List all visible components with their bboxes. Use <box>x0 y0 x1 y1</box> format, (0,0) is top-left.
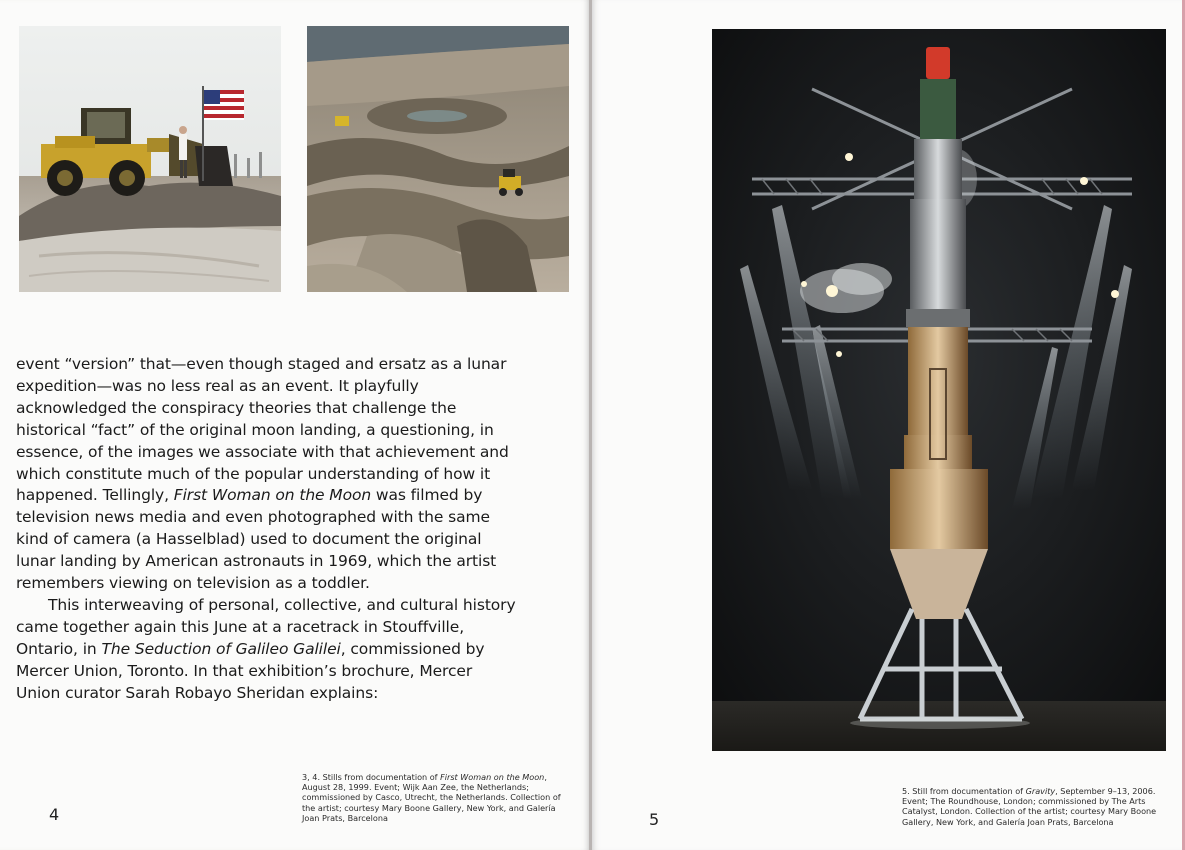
paragraph-1: event “version” that—even though staged and ersatz as a lunar expedition—was no less real as an event. It playfully acknowledged the conspiracy theories that challenge the historical “fact” of the original moon landing, a questioning, in essence, of the images we associate with that achievement and which constitute much of the popular understanding of how it happened. Tellingly, First Woman on the Moon was filmed by television news media and even photographed with the same kind of camera (a Hasselblad) used to document the original lunar landing by American astronauts in 1969, which the artist remembers viewing on television as a toddler. <box>16 355 509 593</box>
image-caption-left: 3, 4. Stills from documentation of First Woman on the Moon, August 28, 1999. Event; Wijk Aan Zee, the Netherlands; commissioned by Casco, Utrecht, the Netherlands. Collection of the artist; courtesy Mary Boone Gallery, New York, and Galería Joan Prats, Barcelona <box>302 772 561 823</box>
photo-rocket-installation <box>712 29 1166 751</box>
page-number: 5 <box>649 810 660 829</box>
artwork-title: The Seduction of Galileo Galilei <box>101 639 341 658</box>
right-page <box>592 0 1185 850</box>
left-page <box>0 0 590 850</box>
photo-aerial-sand-site <box>307 26 569 292</box>
image-caption-right: 5. Still from documentation of Gravity, September 9–13, 2006. Event; The Roundhouse, London; commissioned by The Arts Catalyst, London. Collection of the artist; courtesy Mary Boone Gallery, New York, and Galería Joan Prats, Barcelona <box>902 786 1157 827</box>
page-number: 4 <box>49 805 60 824</box>
article-body-text <box>16 354 516 705</box>
photo-bulldozer-flag <box>19 26 281 292</box>
paragraph-2: This interweaving of personal, collective, and cultural history came together again this June at a racetrack in Stouffville, Ontario, in The Seduction of Galileo Galilei, commissioned by Mercer Union, Toronto. In that exhibition’s brochure, Mercer Union curator Sarah Robayo Sheridan explains: <box>16 595 516 702</box>
artwork-title: First Woman on the Moon <box>173 486 372 505</box>
